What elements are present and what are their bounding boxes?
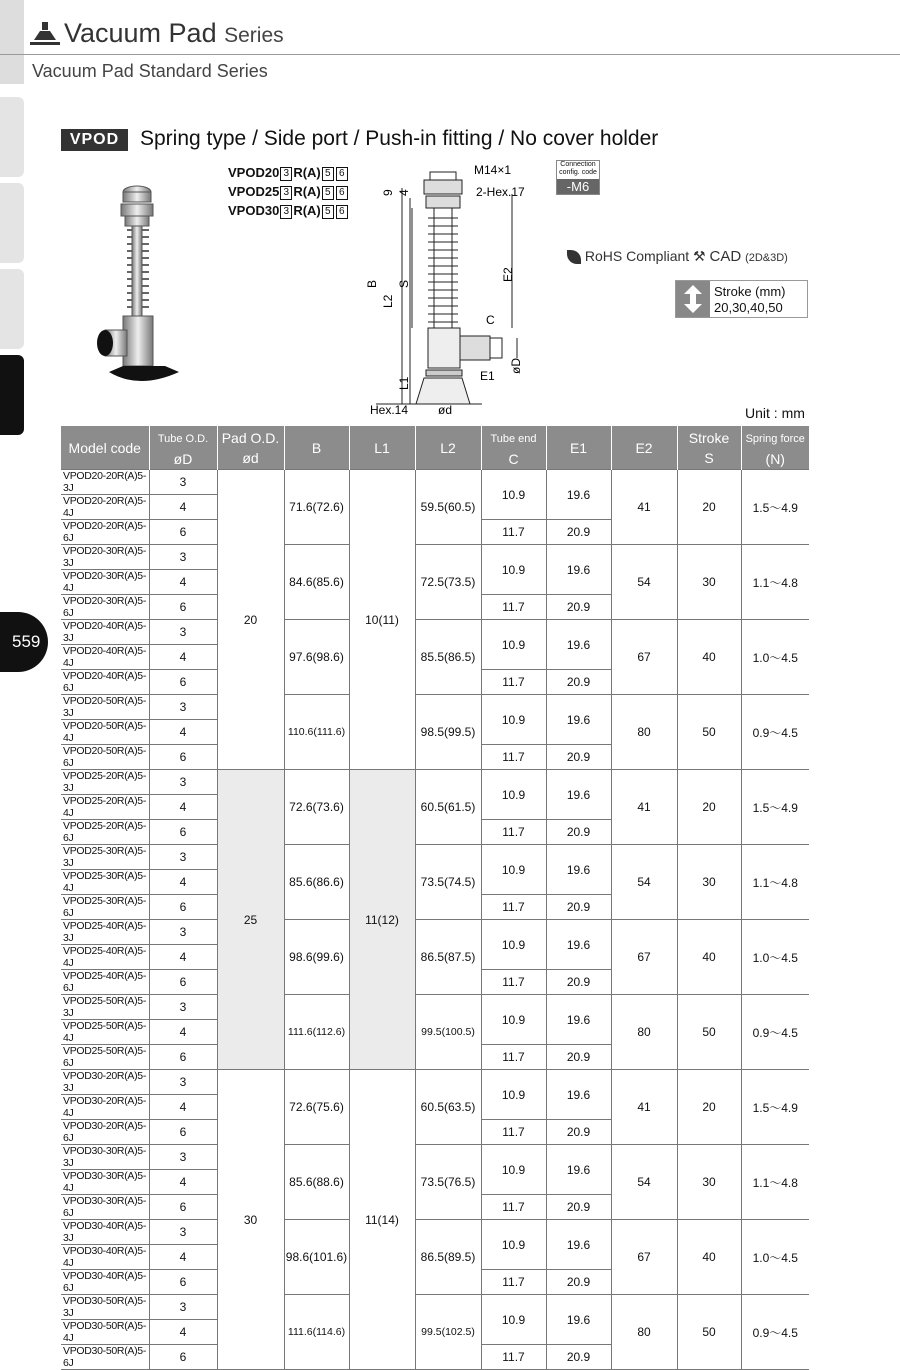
model-code-cell: VPOD25-20R(A)5-4J bbox=[61, 795, 149, 820]
model-code-cell: VPOD30-40R(A)5-6J bbox=[61, 1270, 149, 1295]
tube-end-cell: 10.9 bbox=[481, 545, 546, 595]
table-header-row bbox=[61, 426, 809, 470]
page-number-tab bbox=[0, 612, 48, 672]
e2-cell: 67 bbox=[611, 1220, 677, 1295]
header-side-block bbox=[0, 0, 24, 84]
connection-code: -M6 bbox=[557, 179, 599, 194]
e2-cell: 41 bbox=[611, 470, 677, 545]
tube-end-cell: 11.7 bbox=[481, 895, 546, 920]
model-code-cell: VPOD25-20R(A)5-6J bbox=[61, 820, 149, 845]
side-tab-3[interactable] bbox=[0, 269, 24, 349]
tube-od-cell: 4 bbox=[149, 945, 217, 970]
model-code-cell: VPOD20-30R(A)5-6J bbox=[61, 595, 149, 620]
connection-code-box bbox=[556, 160, 600, 195]
e2-cell: 41 bbox=[611, 1070, 677, 1145]
tube-od-cell: 3 bbox=[149, 1295, 217, 1320]
tube-end-cell: 11.7 bbox=[481, 670, 546, 695]
model-code-cell: VPOD25-40R(A)5-4J bbox=[61, 945, 149, 970]
l2-cell: 86.5(87.5) bbox=[415, 920, 481, 995]
b-cell: 111.6(114.6) bbox=[284, 1295, 349, 1370]
model-code-cell: VPOD20-20R(A)5-4J bbox=[61, 495, 149, 520]
e1-label: E1 bbox=[480, 369, 495, 383]
tube-od-label: øD bbox=[509, 358, 523, 374]
e1-cell: 20.9 bbox=[546, 520, 611, 545]
hex-label: 2-Hex.17 bbox=[476, 185, 525, 199]
spring-force-cell: 1.1～4.8 bbox=[741, 845, 809, 920]
e1-cell: 19.6 bbox=[546, 1145, 611, 1195]
hex14-label: Hex.14 bbox=[370, 403, 409, 417]
pad-dia-label: ød bbox=[438, 403, 453, 417]
table-row bbox=[61, 1220, 809, 1245]
model-code-cell: VPOD25-30R(A)5-4J bbox=[61, 870, 149, 895]
e1-cell: 19.6 bbox=[546, 1220, 611, 1270]
b-cell: 84.6(85.6) bbox=[284, 545, 349, 620]
side-tab-active[interactable] bbox=[0, 355, 24, 435]
tube-end-cell: 10.9 bbox=[481, 920, 546, 970]
tube-end-cell: 11.7 bbox=[481, 745, 546, 770]
header-e2: E2 bbox=[611, 426, 677, 470]
page-subtitle: Vacuum Pad Standard Series bbox=[32, 61, 268, 81]
spec-table bbox=[61, 426, 809, 1370]
tube-end-cell: 10.9 bbox=[481, 1070, 546, 1120]
e2-cell: 80 bbox=[611, 995, 677, 1070]
e1-cell: 20.9 bbox=[546, 1045, 611, 1070]
table-row bbox=[61, 1295, 809, 1320]
l2-cell: 99.5(102.5) bbox=[415, 1295, 481, 1370]
tube-od-cell: 3 bbox=[149, 1145, 217, 1170]
l1-cell: 10(11) bbox=[349, 470, 415, 770]
connection-line2: config. code bbox=[559, 169, 597, 176]
l2-cell: 98.5(99.5) bbox=[415, 695, 481, 770]
caliper-icon: ⚒ bbox=[693, 248, 706, 264]
e1-cell: 19.6 bbox=[546, 845, 611, 895]
model-code-cell: VPOD20-50R(A)5-3J bbox=[61, 695, 149, 720]
tube-od-cell: 6 bbox=[149, 1195, 217, 1220]
header-e1: E1 bbox=[546, 426, 611, 470]
tube-od-cell: 4 bbox=[149, 1170, 217, 1195]
s-label: S bbox=[397, 279, 411, 288]
tube-end-cell: 11.7 bbox=[481, 1045, 546, 1070]
e1-cell: 20.9 bbox=[546, 1195, 611, 1220]
e2-cell: 54 bbox=[611, 545, 677, 620]
model-code-cell: VPOD20-30R(A)5-3J bbox=[61, 545, 149, 570]
stroke-label: Stroke (mm) bbox=[714, 284, 786, 299]
table-row bbox=[61, 620, 809, 645]
tube-od-cell: 3 bbox=[149, 545, 217, 570]
model-code-cell: VPOD30-40R(A)5-4J bbox=[61, 1245, 149, 1270]
stroke-cell: 20 bbox=[677, 1070, 741, 1145]
spring-force-cell: 0.9～4.5 bbox=[741, 1295, 809, 1370]
table-row bbox=[61, 995, 809, 1020]
tube-od-cell: 3 bbox=[149, 1220, 217, 1245]
model-code-cell: VPOD25-50R(A)5-4J bbox=[61, 1020, 149, 1045]
tube-od-cell: 6 bbox=[149, 670, 217, 695]
stroke-cell: 40 bbox=[677, 920, 741, 995]
tube-end-cell: 10.9 bbox=[481, 620, 546, 670]
header-tube-od: Tube O.D. øD bbox=[149, 426, 217, 470]
tube-end-cell: 11.7 bbox=[481, 595, 546, 620]
e1-cell: 20.9 bbox=[546, 895, 611, 920]
l2-cell: 99.5(100.5) bbox=[415, 995, 481, 1070]
header-b: B bbox=[284, 426, 349, 470]
model-code-cell: VPOD20-30R(A)5-4J bbox=[61, 570, 149, 595]
stroke-cell: 30 bbox=[677, 1145, 741, 1220]
table-row bbox=[61, 1070, 809, 1095]
tube-end-cell: 10.9 bbox=[481, 1220, 546, 1270]
stroke-info-box bbox=[675, 280, 808, 318]
model-code-cell: VPOD30-30R(A)5-4J bbox=[61, 1170, 149, 1195]
pad-od-cell: 20 bbox=[217, 470, 284, 770]
e1-cell: 20.9 bbox=[546, 970, 611, 995]
dim-4-label: 4 bbox=[397, 189, 411, 196]
header-l2: L2 bbox=[415, 426, 481, 470]
e2-cell: 67 bbox=[611, 920, 677, 995]
up-down-arrow-icon bbox=[676, 281, 710, 317]
e1-cell: 20.9 bbox=[546, 1345, 611, 1370]
model-code-cell: VPOD25-50R(A)5-3J bbox=[61, 995, 149, 1020]
table-row bbox=[61, 1145, 809, 1170]
stroke-cell: 50 bbox=[677, 1295, 741, 1370]
page-title: Vacuum Pad Series bbox=[64, 18, 284, 48]
model-code-cell: VPOD30-50R(A)5-4J bbox=[61, 1320, 149, 1345]
tube-end-cell: 10.9 bbox=[481, 1295, 546, 1345]
tube-end-cell: 10.9 bbox=[481, 1145, 546, 1195]
spring-force-cell: 1.1～4.8 bbox=[741, 1145, 809, 1220]
stroke-cell: 40 bbox=[677, 620, 741, 695]
model-code-cell: VPOD30-30R(A)5-3J bbox=[61, 1145, 149, 1170]
l2-cell: 85.5(86.5) bbox=[415, 620, 481, 695]
b-cell: 111.6(112.6) bbox=[284, 995, 349, 1070]
stroke-cell: 40 bbox=[677, 1220, 741, 1295]
l2-cell: 60.5(61.5) bbox=[415, 770, 481, 845]
spring-force-cell: 1.0～4.5 bbox=[741, 920, 809, 995]
spring-force-cell: 1.0～4.5 bbox=[741, 620, 809, 695]
tube-od-cell: 3 bbox=[149, 695, 217, 720]
model-code-cell: VPOD20-50R(A)5-4J bbox=[61, 720, 149, 745]
e1-cell: 19.6 bbox=[546, 545, 611, 595]
header-model-code: Model code bbox=[61, 426, 149, 470]
table-row bbox=[61, 545, 809, 570]
tube-od-cell: 6 bbox=[149, 1045, 217, 1070]
model-code-cell: VPOD25-40R(A)5-6J bbox=[61, 970, 149, 995]
e2-cell: 54 bbox=[611, 845, 677, 920]
tube-end-cell: 10.9 bbox=[481, 470, 546, 520]
tube-od-cell: 6 bbox=[149, 595, 217, 620]
tube-end-cell: 11.7 bbox=[481, 1345, 546, 1370]
model-code-cell: VPOD20-40R(A)5-6J bbox=[61, 670, 149, 695]
stroke-cell: 30 bbox=[677, 545, 741, 620]
l2-cell: 59.5(60.5) bbox=[415, 470, 481, 545]
model-code-cell: VPOD20-20R(A)5-3J bbox=[61, 470, 149, 495]
header-l1: L1 bbox=[349, 426, 415, 470]
e1-cell: 20.9 bbox=[546, 820, 611, 845]
tube-od-cell: 6 bbox=[149, 895, 217, 920]
tube-od-cell: 3 bbox=[149, 995, 217, 1020]
tube-od-cell: 4 bbox=[149, 1020, 217, 1045]
model-code-cell: VPOD25-50R(A)5-6J bbox=[61, 1045, 149, 1070]
product-photo bbox=[95, 180, 195, 400]
tube-od-cell: 6 bbox=[149, 1345, 217, 1370]
c-label: C bbox=[486, 313, 495, 327]
side-tab-1[interactable] bbox=[0, 97, 24, 177]
e2-cell: 67 bbox=[611, 620, 677, 695]
stroke-cell: 20 bbox=[677, 470, 741, 545]
e2-cell: 41 bbox=[611, 770, 677, 845]
compliance-row bbox=[567, 248, 788, 265]
pad-od-cell: 30 bbox=[217, 1070, 284, 1370]
tube-od-cell: 6 bbox=[149, 520, 217, 545]
l1-cell: 11(14) bbox=[349, 1070, 415, 1370]
b-cell: 98.6(99.6) bbox=[284, 920, 349, 995]
model-code-cell: VPOD25-40R(A)5-3J bbox=[61, 920, 149, 945]
tube-end-cell: 10.9 bbox=[481, 770, 546, 820]
b-cell: 71.6(72.6) bbox=[284, 470, 349, 545]
tube-od-cell: 6 bbox=[149, 1270, 217, 1295]
model-code-cell: VPOD25-20R(A)5-3J bbox=[61, 770, 149, 795]
table-row bbox=[61, 695, 809, 720]
model-code-cell: VPOD25-30R(A)5-3J bbox=[61, 845, 149, 870]
tube-od-cell: 4 bbox=[149, 795, 217, 820]
tube-od-cell: 3 bbox=[149, 845, 217, 870]
tube-od-cell: 4 bbox=[149, 1245, 217, 1270]
l2-cell: 73.5(74.5) bbox=[415, 845, 481, 920]
connection-line1: Connection bbox=[560, 161, 596, 168]
tube-od-cell: 3 bbox=[149, 620, 217, 645]
tube-od-cell: 4 bbox=[149, 495, 217, 520]
e1-cell: 19.6 bbox=[546, 470, 611, 520]
e1-cell: 20.9 bbox=[546, 595, 611, 620]
e1-cell: 19.6 bbox=[546, 695, 611, 745]
tube-od-cell: 6 bbox=[149, 1120, 217, 1145]
e1-cell: 20.9 bbox=[546, 745, 611, 770]
tube-end-cell: 11.7 bbox=[481, 1120, 546, 1145]
side-tab-2[interactable] bbox=[0, 183, 24, 263]
b-cell: 85.6(88.6) bbox=[284, 1145, 349, 1220]
l1-label: L1 bbox=[397, 376, 411, 390]
e2-cell: 80 bbox=[611, 1295, 677, 1370]
section-title: Spring type / Side port / Push-in fitting / No cover holder bbox=[140, 127, 659, 150]
tube-end-cell: 10.9 bbox=[481, 995, 546, 1045]
l1-cell: 11(12) bbox=[349, 770, 415, 1070]
e1-cell: 19.6 bbox=[546, 995, 611, 1045]
header-stroke: Stroke S bbox=[677, 426, 741, 470]
table-row bbox=[61, 770, 809, 795]
section-badge: VPOD bbox=[61, 129, 128, 151]
tube-od-cell: 3 bbox=[149, 920, 217, 945]
tube-end-cell: 11.7 bbox=[481, 1195, 546, 1220]
technical-drawing bbox=[362, 158, 542, 420]
model-code-cell: VPOD30-50R(A)5-6J bbox=[61, 1345, 149, 1370]
e2-cell: 54 bbox=[611, 1145, 677, 1220]
e1-cell: 20.9 bbox=[546, 670, 611, 695]
table-row bbox=[61, 920, 809, 945]
model-code-cell: VPOD20-50R(A)5-6J bbox=[61, 745, 149, 770]
b-cell: 110.6(111.6) bbox=[284, 695, 349, 770]
tube-end-cell: 10.9 bbox=[481, 695, 546, 745]
e1-cell: 20.9 bbox=[546, 1120, 611, 1145]
spring-force-cell: 0.9～4.5 bbox=[741, 695, 809, 770]
header-spring-force: Spring force (N) bbox=[741, 426, 809, 470]
model-code-line: VPOD20 3 R(A) 5 6 bbox=[228, 163, 349, 182]
table-row bbox=[61, 470, 809, 495]
l2-cell: 73.5(76.5) bbox=[415, 1145, 481, 1220]
model-code-cell: VPOD30-40R(A)5-3J bbox=[61, 1220, 149, 1245]
tube-end-cell: 11.7 bbox=[481, 970, 546, 995]
e1-cell: 19.6 bbox=[546, 920, 611, 970]
table-row bbox=[61, 845, 809, 870]
tube-od-cell: 3 bbox=[149, 770, 217, 795]
header-divider bbox=[0, 54, 900, 55]
unit-label: Unit : mm bbox=[745, 405, 805, 421]
pad-od-cell: 25 bbox=[217, 770, 284, 1070]
tube-od-cell: 6 bbox=[149, 970, 217, 995]
vacuum-pad-icon bbox=[30, 22, 60, 46]
e1-cell: 19.6 bbox=[546, 620, 611, 670]
b-cell: 72.6(75.6) bbox=[284, 1070, 349, 1145]
stroke-cell: 50 bbox=[677, 995, 741, 1070]
tube-end-cell: 11.7 bbox=[481, 1270, 546, 1295]
tube-end-cell: 11.7 bbox=[481, 520, 546, 545]
spring-force-cell: 1.5～4.9 bbox=[741, 770, 809, 845]
tube-end-cell: 11.7 bbox=[481, 820, 546, 845]
spring-force-cell: 1.0～4.5 bbox=[741, 1220, 809, 1295]
stroke-cell: 50 bbox=[677, 695, 741, 770]
tube-od-cell: 4 bbox=[149, 720, 217, 745]
tube-od-cell: 4 bbox=[149, 1095, 217, 1120]
model-code-cell: VPOD25-30R(A)5-6J bbox=[61, 895, 149, 920]
model-code-cell: VPOD30-50R(A)5-3J bbox=[61, 1295, 149, 1320]
tube-od-cell: 3 bbox=[149, 1070, 217, 1095]
e1-cell: 19.6 bbox=[546, 770, 611, 820]
b-label: B bbox=[365, 279, 379, 288]
model-code-cell: VPOD30-20R(A)5-3J bbox=[61, 1070, 149, 1095]
spring-force-cell: 1.1～4.8 bbox=[741, 545, 809, 620]
e1-cell: 19.6 bbox=[546, 1295, 611, 1345]
e2-label: E2 bbox=[501, 267, 515, 282]
dim-9-label: 9 bbox=[381, 189, 395, 196]
b-cell: 98.6(101.6) bbox=[284, 1220, 349, 1295]
thread-label: M14×1 bbox=[474, 163, 512, 177]
b-cell: 85.6(86.6) bbox=[284, 845, 349, 920]
b-cell: 97.6(98.6) bbox=[284, 620, 349, 695]
page-number: 559 bbox=[12, 632, 41, 651]
header-pad-od: Pad O.D. ød bbox=[217, 426, 284, 470]
model-code-cell: VPOD20-20R(A)5-6J bbox=[61, 520, 149, 545]
model-code-cell: VPOD30-20R(A)5-4J bbox=[61, 1095, 149, 1120]
tube-od-cell: 6 bbox=[149, 820, 217, 845]
tube-end-cell: 10.9 bbox=[481, 845, 546, 895]
cad-note: (2D&3D) bbox=[745, 252, 788, 264]
tube-od-cell: 4 bbox=[149, 1320, 217, 1345]
spring-force-cell: 0.9～4.5 bbox=[741, 995, 809, 1070]
model-code-cell: VPOD20-40R(A)5-4J bbox=[61, 645, 149, 670]
tube-od-cell: 4 bbox=[149, 870, 217, 895]
e1-cell: 19.6 bbox=[546, 1070, 611, 1120]
stroke-cell: 20 bbox=[677, 770, 741, 845]
model-code-line: VPOD25 3 R(A) 5 6 bbox=[228, 182, 349, 201]
stroke-cell: 30 bbox=[677, 845, 741, 920]
cad-text: CAD bbox=[709, 248, 742, 265]
model-code-cell: VPOD20-40R(A)5-3J bbox=[61, 620, 149, 645]
rohs-text: RoHS Compliant bbox=[584, 248, 690, 264]
e2-cell: 80 bbox=[611, 695, 677, 770]
tube-od-cell: 4 bbox=[149, 645, 217, 670]
l2-cell: 86.5(89.5) bbox=[415, 1220, 481, 1295]
l2-cell: 60.5(63.5) bbox=[415, 1070, 481, 1145]
leaf-icon bbox=[567, 250, 581, 264]
model-code-list bbox=[228, 163, 349, 220]
tube-od-cell: 3 bbox=[149, 470, 217, 495]
header-tube-end: Tube end C bbox=[481, 426, 546, 470]
model-code-line: VPOD30 3 R(A) 5 6 bbox=[228, 201, 349, 220]
l2-label: L2 bbox=[381, 294, 395, 308]
l2-cell: 72.5(73.5) bbox=[415, 545, 481, 620]
e1-cell: 20.9 bbox=[546, 1270, 611, 1295]
model-code-cell: VPOD30-30R(A)5-6J bbox=[61, 1195, 149, 1220]
tube-od-cell: 4 bbox=[149, 570, 217, 595]
spring-force-cell: 1.5～4.9 bbox=[741, 1070, 809, 1145]
b-cell: 72.6(73.6) bbox=[284, 770, 349, 845]
model-code-cell: VPOD30-20R(A)5-6J bbox=[61, 1120, 149, 1145]
tube-od-cell: 6 bbox=[149, 745, 217, 770]
spring-force-cell: 1.5～4.9 bbox=[741, 470, 809, 545]
stroke-values: 20,30,40,50 bbox=[714, 300, 783, 315]
